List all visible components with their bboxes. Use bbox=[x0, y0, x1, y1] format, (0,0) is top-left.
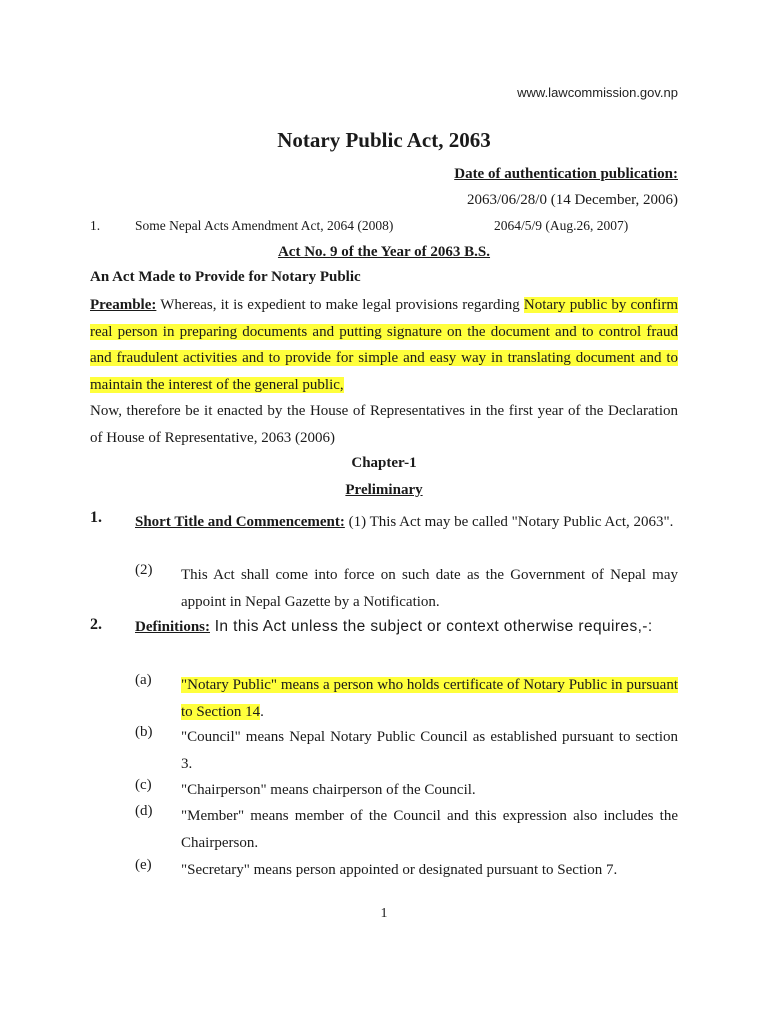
definition-d-text: "Member" means member of the Council and this expression also includes the Chairperson. bbox=[181, 808, 678, 851]
definition-a-quote: " bbox=[181, 677, 188, 693]
definition-b-text: "Council" means Nepal Notary Public Council as established pursuant to section 3. bbox=[181, 729, 678, 772]
document-title: Notary Public Act, 2063 bbox=[277, 128, 491, 152]
preamble-label: Preamble: bbox=[90, 297, 157, 313]
section-2-label: Definitions: bbox=[135, 619, 210, 635]
amendment-number: 1. bbox=[90, 218, 101, 233]
act-subtitle: An Act Made to Provide for Notary Public bbox=[90, 269, 361, 285]
section-1-body bbox=[135, 509, 678, 536]
authentication-date: 2063/06/28/0 (14 December, 2006) bbox=[466, 192, 678, 208]
amendment-text: Some Nepal Acts Amendment Act, 2064 (2008) bbox=[135, 218, 394, 233]
website-url: www.lawcommission.gov.np bbox=[517, 85, 678, 100]
definition-d-number: (d) bbox=[135, 803, 153, 819]
definition-c-text: "Chairperson" means chairperson of the Council. bbox=[181, 782, 476, 798]
act-number: Act No. 9 of the Year of 2063 B.S. bbox=[277, 244, 491, 260]
chapter-title: Chapter-1 bbox=[351, 455, 417, 471]
section-2-number: 2. bbox=[90, 616, 102, 633]
page-number: 1 bbox=[380, 906, 388, 921]
authentication-heading: Date of authentication publication: bbox=[454, 166, 678, 182]
amendment-date: 2064/5/9 (Aug.26, 2007) bbox=[494, 218, 629, 233]
section-1-number: 1. bbox=[90, 509, 102, 526]
definition-e-number: (e) bbox=[135, 857, 152, 873]
section-1-text: (1) This Act may be called "Notary Public Act, 2063". bbox=[344, 514, 674, 530]
section-1-sub2-number: (2) bbox=[135, 562, 153, 578]
definition-c-number: (c) bbox=[135, 777, 152, 793]
definition-a-text bbox=[181, 672, 678, 725]
definition-a-highlight: Notary Public" means a person who holds certificate of Notary Public in pursuant to Section 14 bbox=[181, 677, 678, 720]
section-2-text: In this Act unless the subject or context otherwise requires,-: bbox=[210, 618, 653, 635]
preamble-text: Whereas, it is expedient to make legal provisions regarding bbox=[156, 297, 524, 313]
preamble-highlight: Notary public by confirm real person in preparing documents and putting signature on the document and to control fraud and fraudulent activities and to provide for simple and easy way in translating document and to maintain the interest of the general public, bbox=[90, 297, 678, 393]
section-2-body bbox=[135, 614, 678, 641]
definition-b-number: (b) bbox=[135, 724, 153, 740]
section-1-sub2-text: This Act shall come into force on such date as the Government of Nepal may appoint in Nepal Gazette by a Notification. bbox=[181, 567, 678, 610]
definition-a-end: . bbox=[260, 703, 264, 720]
section-1-label: Short Title and Commencement: bbox=[135, 514, 345, 530]
enactment-paragraph: Now, therefore be it enacted by the House of Representatives in the first year of the Declaration of House of Representative, 2063 (2006) bbox=[90, 403, 678, 446]
definition-e-text: "Secretary" means person appointed or designated pursuant to Section 7. bbox=[181, 862, 618, 878]
definition-a-number: (a) bbox=[135, 672, 152, 688]
preamble-paragraph bbox=[90, 292, 678, 398]
chapter-subtitle: Preliminary bbox=[345, 482, 423, 498]
